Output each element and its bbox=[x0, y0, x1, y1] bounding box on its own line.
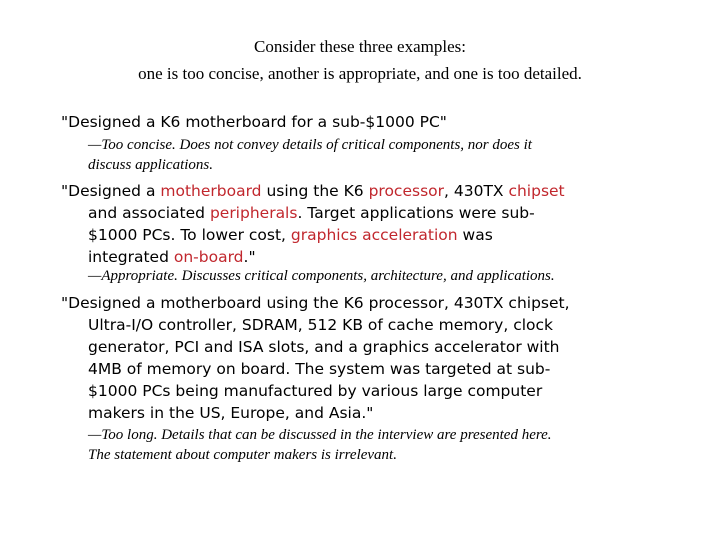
example-1-comment-line-1: —Too concise. Does not convey details of critical components, nor does it bbox=[88, 137, 532, 153]
example-1-comment-line-2: discuss applications. bbox=[88, 157, 214, 173]
example-3-line-6: makers in the US, Europe, and Asia." bbox=[88, 404, 374, 422]
example-2-comment bbox=[88, 266, 555, 286]
example-1-comment bbox=[88, 135, 532, 175]
intro-line-1: Consider these three examples: bbox=[254, 37, 466, 56]
highlight-term: on-board bbox=[173, 248, 244, 266]
example-2-line-3: $1000 PCs. To lower cost, graphics acceleration was bbox=[88, 226, 493, 244]
intro-line-2: one is too concise, another is appropriate, and one is too detailed. bbox=[138, 64, 582, 83]
highlight-term: peripherals bbox=[209, 204, 298, 222]
example-3-line-1: "Designed a motherboard using the K6 processor, 430TX chipset, bbox=[61, 294, 570, 312]
example-2-statement bbox=[61, 180, 565, 268]
example-2-comment-line: —Appropriate. Discusses critical components, architecture, and applications. bbox=[88, 268, 555, 284]
example-2-line-4: integrated on-board." bbox=[88, 248, 256, 266]
highlight-term: chipset bbox=[508, 182, 565, 200]
example-3-line-5: $1000 PCs being manufactured by various large computer bbox=[88, 382, 543, 400]
example-2-line-1: "Designed a motherboard using the K6 processor, 430TX chipset bbox=[61, 182, 565, 200]
example-3-comment-line-2: The statement about computer makers is irrelevant. bbox=[88, 447, 397, 463]
example-3-line-2: Ultra-I/O controller, SDRAM, 512 KB of cache memory, clock bbox=[88, 316, 554, 334]
highlight-term: processor bbox=[368, 182, 444, 200]
example-3-line-4: 4MB of memory on board. The system was targeted at sub- bbox=[88, 360, 551, 378]
example-1-line: "Designed a K6 motherboard for a sub-$1000 PC" bbox=[61, 113, 447, 131]
example-3-comment-line-1: —Too long. Details that can be discussed in the interview are presented here. bbox=[88, 427, 552, 443]
highlight-term: graphics acceleration bbox=[290, 226, 458, 244]
highlight-term: motherboard bbox=[160, 182, 262, 200]
example-3-line-3: generator, PCI and ISA slots, and a graphics accelerator with bbox=[88, 338, 560, 356]
example-2-line-2: and associated peripherals. Target applications were sub- bbox=[88, 204, 535, 222]
example-3-comment bbox=[88, 425, 552, 465]
example-1-statement bbox=[61, 111, 447, 133]
example-3-statement bbox=[61, 292, 570, 424]
